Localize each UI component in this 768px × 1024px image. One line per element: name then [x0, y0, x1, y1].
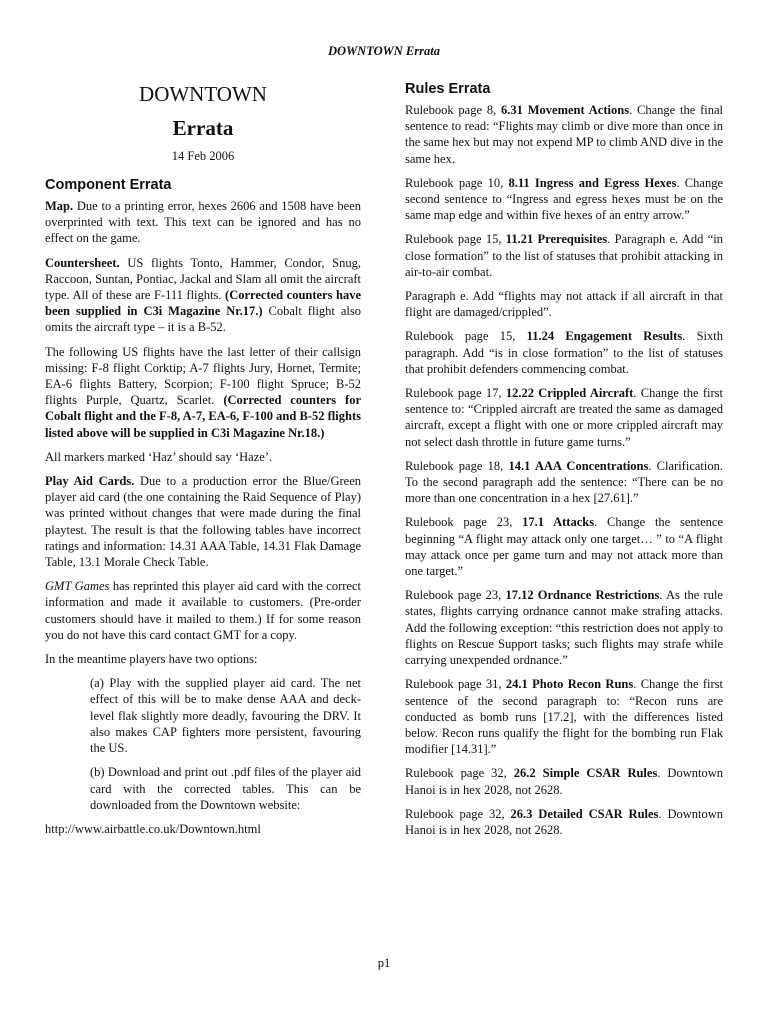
- rules-entry-page: Rulebook page 32,: [405, 766, 507, 781]
- rules-entry-text: . Change the first sentence of the second paragraph to: “Recon runs are conducted as bomb runs [17.2], with the differences listed below. Recon runs qualify the flight for the bombing run Flak modifier [14.31].”: [405, 677, 723, 757]
- callsign-text: The following US flights have the last letter of their callsign missing: F-8 flight Corktip; A-7 flights Jury, Hornet, Termite; EA-6 flights Battery, Scorpion; F-100 flight Spruce; B-52 flights Purple, Quartz, Scarlet.: [45, 344, 361, 408]
- rules-entry-page: Rulebook page 15,: [405, 329, 516, 344]
- rules-entry-text: . Downtown Hanoi is in hex 2028, not 2628.: [405, 766, 723, 797]
- play-aid-cards-text: Due to a production error the Blue/Green player aid card (the one containing the Raid Sequence of Play) was printed without changes that were made during the final playtest. The result is that the following tables have incorrect ratings and information: 14.31 AAA Table, 14.31 Flak Damage Table, 13.1 Morale Check Table.: [45, 474, 361, 570]
- document-date: 14 Feb 2006: [171, 149, 235, 163]
- rules-entry-text: . Change second sentence to “Ingress and egress hexes must be on the same map edge and within five hexes of an entry arrow.”: [405, 175, 723, 223]
- rules-entry-rule: 12.22 Crippled Aircraft: [505, 386, 634, 401]
- document-subtitle: Errata: [172, 116, 234, 140]
- rules-entry: [405, 514, 723, 579]
- rules-entry-text: . Paragraph e. Add “in close formation” to the list of statuses that prohibit attacking in air-to-air combat.: [405, 232, 723, 279]
- rules-entry: [405, 175, 723, 224]
- rules-entry: [405, 288, 723, 320]
- markers-paragraph: All markers marked ‘Haz’ should say ‘Haze’.: [45, 449, 273, 464]
- rules-entry-page: Rulebook page 23,: [405, 588, 502, 603]
- option-a-paragraph: (a) Play with the supplied player aid card. The net effect of this will be to make dense AAA and deck-level flak slightly more deadly, favouring the DRV. It also makes CAP fighters more persistent, favouring the US.: [90, 676, 361, 756]
- rules-entry: [405, 765, 723, 797]
- rules-entry-text: . Change the first sentence to: “Crippled aircraft are treated the same as damaged aircraft, except a flight with one or more crippled aircraft may not select dash throttle in future game turns.”: [405, 386, 723, 449]
- rules-entry-text: . As the rule states, flights carrying ordnance cannot make strafing attacks. Add the following exception: “this restriction does not apply to flights on Rescue Support tasks; such flights may strafe while carrying unexpended ordnance.”: [405, 588, 723, 668]
- rules-entry: [405, 385, 723, 450]
- component-errata-heading: Component Errata: [45, 177, 172, 193]
- countersheet-text: US flights Tonto, Hammer, Condor, Snug, Raccoon, Suntan, Pontiac, Jackal and Slam all omit the aircraft type. All of these are F-111 flights.: [45, 255, 362, 303]
- rules-entry-page: Rulebook page 15,: [405, 232, 502, 247]
- gmt-games-name: GMT Games: [45, 579, 110, 594]
- countersheet-correction: (Corrected counters have been supplied in C3i Magazine Nr.17.): [45, 288, 362, 319]
- rules-entry: [405, 587, 723, 668]
- map-text: Due to a printing error, hexes 2606 and 1508 have been overprinted with text. This text can be ignored and has no effect on the game.: [45, 199, 361, 246]
- callsign-correction: (Corrected counters for Cobalt flight and the F-8, A-7, EA-6, F-100 and B-52 flights listed above will be supplied in C3i Magazine Nr.18.): [45, 393, 362, 440]
- rules-errata-heading: Rules Errata: [405, 81, 491, 97]
- rules-entry-rule: 24.1 Photo Recon Runs: [505, 677, 634, 692]
- rules-entry-rule: 26.3 Detailed CSAR Rules: [510, 806, 659, 821]
- callsign-paragraph: [45, 344, 361, 441]
- rules-entry-text: . Change the sentence beginning “A flight may attack only one target… ” to “A flight may attack once per game turn and may not attack more than one target.”: [405, 515, 724, 579]
- play-aid-cards-paragraph: [45, 473, 361, 570]
- countersheet-paragraph: [45, 255, 361, 336]
- page-number: p1: [377, 956, 391, 970]
- countersheet-label: Countersheet.: [45, 255, 120, 270]
- rules-entry: [405, 458, 723, 507]
- rules-entry-text: . Change the final sentence to read: “Flights may climb or dive more than once in the same hex but may not expend MP to climb AND dive in the same hex.: [405, 103, 723, 166]
- countersheet-text2: Cobalt flight also omits the aircraft type – it is a B-52.: [45, 304, 361, 335]
- rules-entry-page: Rulebook page 8,: [405, 103, 497, 117]
- option-b-paragraph: (b) Download and print out .pdf files of the player aid card with the corrected tables. This can be downloaded from the Downtown website:: [90, 765, 361, 812]
- map-paragraph: [45, 198, 361, 247]
- rules-entry-text: . Clarification. To the second paragraph add the sentence: “There can be no more than one concentration in a hex [27.61].”: [405, 458, 723, 506]
- rules-entry-text: Paragraph e. Add “flights may not attack if all aircraft in that flight are damaged/crippled”.: [405, 289, 723, 320]
- rules-entry: [405, 328, 723, 377]
- document-title: DOWNTOWN: [139, 82, 267, 106]
- gmt-paragraph: [45, 578, 361, 643]
- rules-entry-page: Rulebook page 10,: [405, 175, 504, 190]
- gmt-text: has reprinted this player aid card with the correct information and made it available to customers. (Pre-order customers should have it mailed to them.) If for some reason you do not have this card contact GMT for a copy.: [45, 579, 361, 642]
- rules-entry-rule: 17.12 Ordnance Restrictions: [505, 588, 660, 603]
- rules-entry: [405, 102, 723, 167]
- rules-entry-rule: 17.1 Attacks: [522, 515, 595, 530]
- rules-entry-rule: 8.11 Ingress and Egress Hexes: [508, 175, 677, 190]
- rules-entry-page: Rulebook page 17,: [405, 386, 502, 401]
- rules-entry-page: Rulebook page 31,: [405, 677, 502, 692]
- rules-entry: [405, 676, 723, 757]
- rules-entry-rule: 11.24 Engagement Results: [526, 329, 683, 344]
- rules-entry-page: Rulebook page 18,: [405, 458, 504, 473]
- downtown-url-link[interactable]: http://www.airbattle.co.uk/Downtown.html: [45, 821, 261, 836]
- rules-entry-rule: 14.1 AAA Concentrations: [508, 458, 649, 473]
- map-label: Map.: [45, 199, 74, 213]
- rules-entry-text: . Sixth paragraph. Add “is in close formation” to the list of statuses that prohibit defenders commencing combat.: [405, 329, 723, 376]
- meantime-paragraph: In the meantime players have two options:: [45, 652, 258, 667]
- rules-entry-page: Rulebook page 32,: [405, 806, 505, 821]
- rules-entries: [405, 102, 723, 838]
- play-aid-cards-label: Play Aid Cards.: [45, 474, 135, 489]
- rules-entry-text: . Downtown Hanoi is in hex 2028, not 2628.: [405, 806, 723, 837]
- rules-entry: [405, 231, 723, 280]
- rules-entry-rule: 6.31 Movement Actions: [501, 103, 630, 117]
- right-column: [405, 78, 723, 846]
- running-header: DOWNTOWN Errata: [328, 44, 440, 58]
- rules-entry-rule: 26.2 Simple CSAR Rules: [513, 766, 658, 781]
- left-column: [45, 78, 361, 845]
- rules-entry-page: Rulebook page 23,: [405, 515, 513, 530]
- rules-entry: [405, 806, 723, 838]
- rules-entry-rule: 11.21 Prerequisites: [505, 232, 608, 247]
